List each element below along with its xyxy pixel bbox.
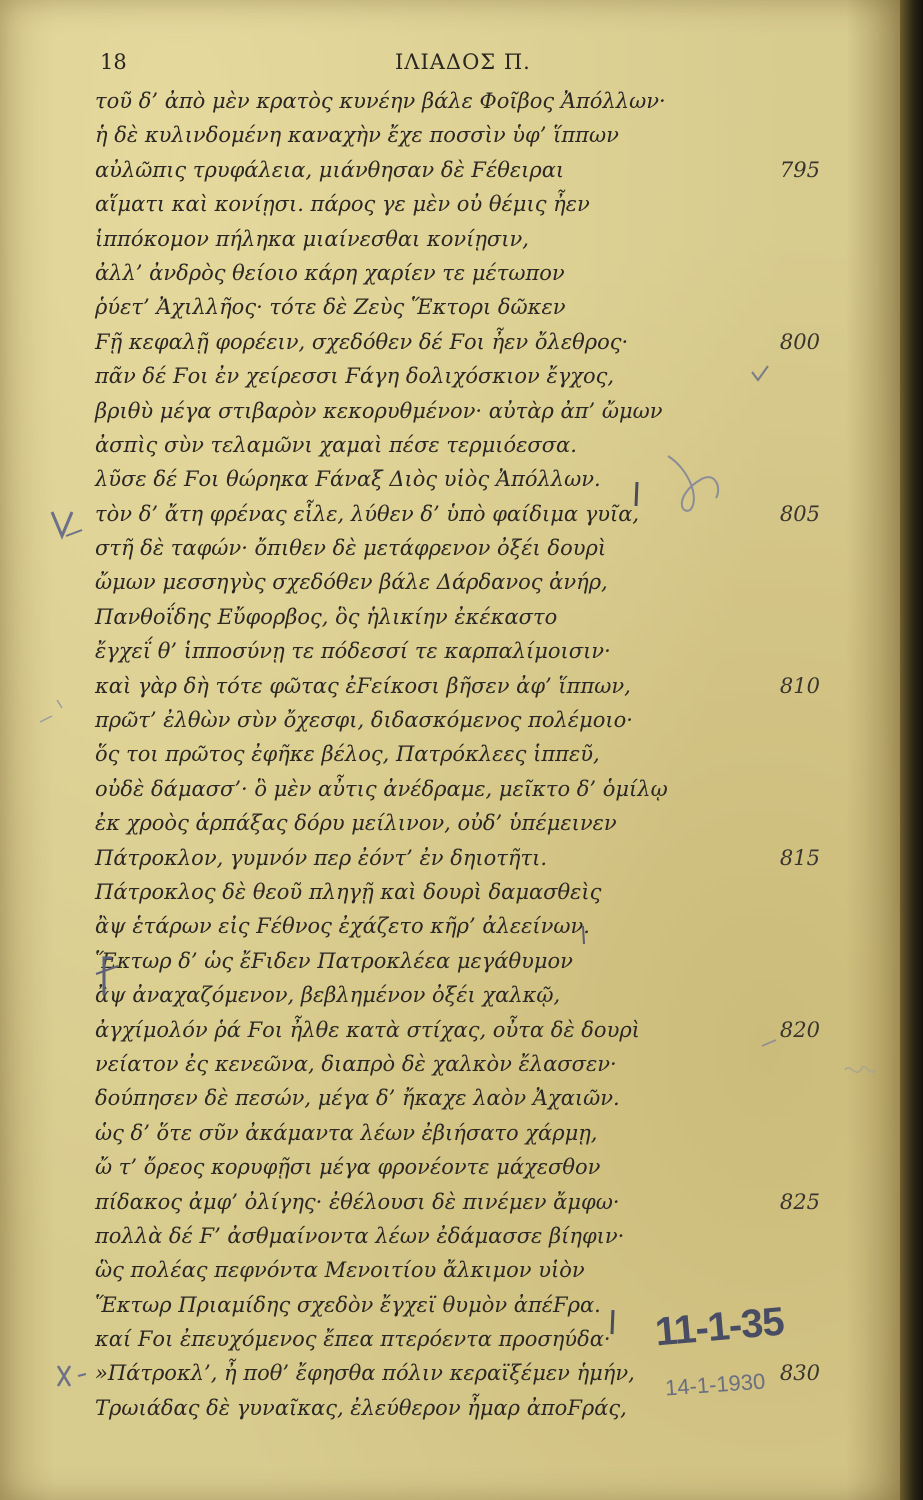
line-number: 825 xyxy=(779,1189,820,1214)
line-number: 795 xyxy=(779,157,820,182)
verse-text: τοῦ δ’ ἀπὸ μὲν κρατὸς κυνέην βάλε Φοῖβος Ἀπόλλων· xyxy=(95,89,666,113)
verse-text: πολλὰ δέ Ϝ’ ἀσθμαίνοντα λέων ἐδάμασσε βίηφιν· xyxy=(95,1223,625,1248)
verse-text: Πάτροκλον, γυμνόν περ ἐόντ’ ἐν δηιοτῆτι. xyxy=(95,845,548,870)
verse-text: τὸν δ’ ἄτη φρένας εἷλε, λύθεν δ’ ὑπὸ φαίδιμα γυῖα, xyxy=(95,501,640,526)
verse-text: ἀσπὶς σὺν τελαμῶνι χαμαὶ πέσε τερμιόεσσα. xyxy=(95,432,577,457)
verse-text: ὡς δ’ ὅτε σῦν ἀκάμαντα λέων ἐβιήσατο χάρμῃ, xyxy=(95,1120,598,1145)
verse-text: Πανθοΐδης Εὔφορβος, ὃς ἡλικίην ἐκέκαστο xyxy=(95,604,558,629)
verse-text: πίδακος ἀμφ’ ὀλίγης· ἐθέλουσι δὲ πινέμεν ἄμφω· xyxy=(95,1189,620,1214)
book-spine-edge xyxy=(900,0,923,1500)
verse-text: Ἕκτωρ Πριαμίδης σχεδὸν ἔγχεϊ θυμὸν ἀπέϜρα. xyxy=(95,1292,601,1317)
verse-text: Ἕκτωρ δ’ ὡς ἔϜιδεν Πατροκλέεα μεγάθυμον xyxy=(95,948,573,973)
verse-text: νείατον ἐς κενεῶνα, διαπρὸ δὲ χαλκὸν ἔλασσεν· xyxy=(95,1051,617,1076)
verse-text: ἡ δὲ κυλινδομένη καναχὴν ἔχε ποσσὶν ὑφ’ ἵππων xyxy=(95,123,619,148)
verse-text: ἱππόκομον πήληκα μιαίνεσθαι κονίῃσιν, xyxy=(95,226,529,251)
verse-text: καὶ γὰρ δὴ τότε φῶτας ἐϜείκοσι βῆσεν ἀφ’ ἵππων, xyxy=(95,673,631,698)
verse-text: λῦσε δέ Ϝοι θώρηκα Ϝάναξ Διὸς υἱὸς Ἀπόλλων. xyxy=(95,467,601,492)
verse-text: Ϝῇ κεφαλῇ φορέειν, σχεδόθεν δέ Ϝοι ἦεν ὄλεθρος· xyxy=(95,329,629,354)
verse-text: οὐδὲ δάμασσ’· ὃ μὲν αὖτις ἀνέδραμε, μεῖκτο δ’ ὁμίλῳ xyxy=(95,776,668,801)
verse-text: ῥύετ’ Ἀχιλλῆος· τότε δὲ Ζεὺς Ἕκτορι δῶκεν xyxy=(95,295,566,320)
line-number: 810 xyxy=(779,673,820,698)
verse-text: »Πάτροκλ’, ἦ ποθ’ ἔφησθα πόλιν κεραϊξέμεν ἡμήν, xyxy=(95,1361,635,1386)
verse-text: αὐλῶπις τρυφάλεια, μιάνθησαν δὲ Ϝέθειραι xyxy=(95,157,565,182)
verse-text: Τρωιάδας δὲ γυναῖκας, ἐλεύθερον ἦμαρ ἀποϜράς, xyxy=(95,1395,627,1420)
verse-text: ὤ τ’ ὄρεος κορυφῇσι μέγα φρονέοντε μάχεσθον xyxy=(95,1155,601,1180)
running-head: ΙΛΙΑΔΟΣ Π. xyxy=(395,50,531,74)
verse-text: ἐκ χροὸς ἁρπάξας δόρυ μείλινον, οὐδ’ ὑπέμεινεν xyxy=(95,811,617,836)
line-number: 805 xyxy=(779,501,820,526)
verse-text: ὤμων μεσσηγὺς σχεδόθεν βάλε Δάρδανος ἀνήρ, xyxy=(95,570,608,595)
verse-text: ἂψ ἀναχαζόμενον, βεβλημένον ὀξέι χαλκῷ, xyxy=(95,983,561,1008)
verse-text: ὅς τοι πρῶτος ἐφῆκε βέλος, Πατρόκλεες ἱππεῦ, xyxy=(95,742,600,767)
verse-text: βριθὺ μέγα στιβαρὸν κεκορυθμένον· αὐτὰρ ἀπ’ ὤμων xyxy=(95,398,663,423)
verse-text: ἂψ ἑτάρων εἰς Ϝέθνος ἐχάζετο κῆρ’ ἀλεείνων. xyxy=(95,914,590,939)
verse-text: δούπησεν δὲ πεσών, μέγα δ’ ἤκαχε λαὸν Ἀχαιῶν. xyxy=(95,1086,620,1111)
page-number: 18 xyxy=(100,50,127,74)
verse-text: ἀλλ’ ἀνδρὸς θείοιο κάρη χαρίεν τε μέτωπον xyxy=(95,260,565,285)
verse-text: ἀγχίμολόν ῥά Ϝοι ἦλθε κατὰ στίχας, οὖτα δὲ δουρὶ xyxy=(95,1017,640,1042)
line-number: 800 xyxy=(779,329,820,354)
verse-text: στῆ δὲ ταφών· ὄπιθεν δὲ μετάφρενον ὀξέι δουρὶ xyxy=(95,536,607,561)
verse-text: καί Ϝοι ἐπευχόμενος ἔπεα πτερόεντα προσηύδα· xyxy=(95,1327,611,1352)
verse-text: πρῶτ’ ἐλθὼν σὺν ὄχεσφι, διδασκόμενος πολέμοιο· xyxy=(95,708,633,733)
verse-text: ἔγχεΐ θ’ ἱπποσύνῃ τε πόδεσσί τε καρπαλίμοισιν· xyxy=(95,639,611,664)
verse-text: ὣς πολέας πεφνόντα Μενοιτίου ἄλκιμον υἱὸν xyxy=(95,1258,585,1283)
line-number: 830 xyxy=(779,1361,820,1386)
verse-text: αἵματι καὶ κονίῃσι. πάρος γε μὲν οὐ θέμις ἦεν xyxy=(95,192,590,217)
line-number: 815 xyxy=(779,845,820,870)
archive-stamp: 11-1-35 xyxy=(653,1299,786,1355)
line-number: 820 xyxy=(779,1017,820,1042)
handwritten-date: 14-1-1930 xyxy=(664,1368,767,1401)
verse-text: πᾶν δέ Ϝοι ἐν χείρεσσι Ϝάγη δολιχόσκιον ἔγχος, xyxy=(95,364,615,389)
verse-text: Πάτροκλος δὲ θεοῦ πληγῇ καὶ δουρὶ δαμασθεὶς xyxy=(95,879,602,904)
